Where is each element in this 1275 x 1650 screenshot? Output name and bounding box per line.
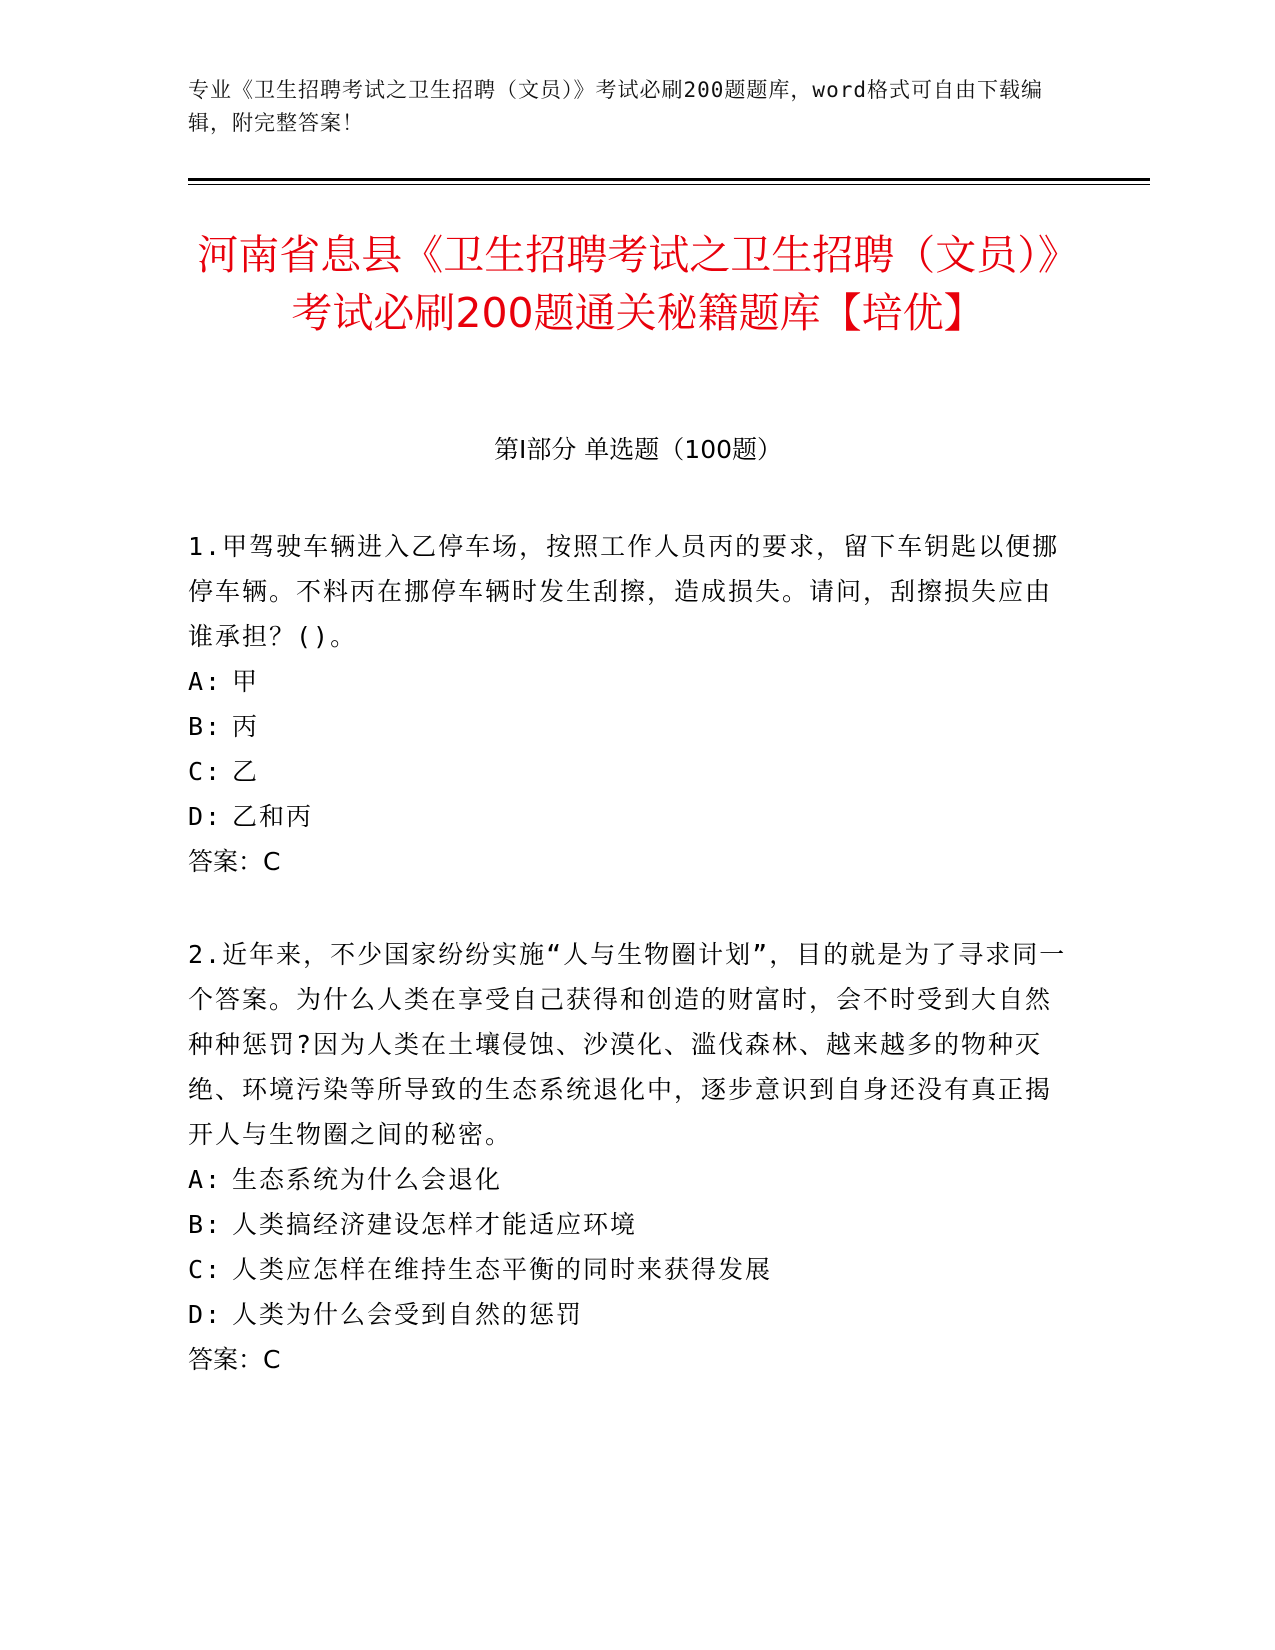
option-text: 人类为什么会受到自然的惩罚	[232, 1300, 584, 1329]
option-a	[188, 1157, 1078, 1202]
header-rule-thick	[188, 178, 1150, 181]
option-a	[188, 659, 1078, 704]
answer-line: 答案：C	[188, 847, 281, 876]
option-b	[188, 704, 1078, 749]
option-text: 人类搞经济建设怎样才能适应环境	[232, 1210, 638, 1239]
option-b	[188, 1202, 1078, 1247]
option-text: 丙	[232, 712, 260, 741]
question-stem: 2.近年来，不少国家纷纷实施“人与生物圈计划”，目的就是为了寻求同一个答案。为什么人类在享受自己获得和创造的财富时，会不时受到大自然种种惩罚?因为人类在土壤侵蚀、沙漠化、滥伐森林、越来越多的物种灭绝、环境污染等所导致的生态系统退化中，逐步意识到自身还没有真正揭开人与生物圈之间的秘密。	[188, 940, 1067, 1149]
question-2	[188, 932, 1078, 1382]
option-letter: A:	[188, 1165, 223, 1194]
option-text: 乙	[232, 757, 260, 786]
option-letter: C:	[188, 1255, 223, 1284]
header-rule-thin	[188, 184, 1150, 185]
option-c	[188, 749, 1078, 794]
section-title: 第I部分 单选题（100题）	[493, 435, 783, 464]
option-letter: D:	[188, 1300, 223, 1329]
option-letter: D:	[188, 802, 223, 831]
option-d	[188, 1292, 1078, 1337]
document-title: 河南省息县《卫生招聘考试之卫生招聘（文员）》考试必刷200题通关秘籍题库【培优】	[197, 231, 1079, 337]
answer-line: 答案：C	[188, 1345, 281, 1374]
option-letter: B:	[188, 712, 223, 741]
question-1	[188, 524, 1078, 884]
option-letter: C:	[188, 757, 223, 786]
option-text: 生态系统为什么会退化	[232, 1165, 503, 1194]
option-d	[188, 794, 1078, 839]
option-letter: B:	[188, 1210, 223, 1239]
option-letter: A:	[188, 667, 223, 696]
header-note: 专业《卫生招聘考试之卫生招聘（文员）》考试必刷200题题库，word格式可自由下载编辑，附完整答案！	[188, 78, 1043, 135]
option-c	[188, 1247, 1078, 1292]
question-stem: 1.甲驾驶车辆进入乙停车场，按照工作人员丙的要求，留下车钥匙以便挪停车辆。不料丙在挪停车辆时发生刮擦，造成损失。请问，刮擦损失应由谁承担？()。	[188, 532, 1060, 651]
option-text: 甲	[232, 667, 260, 696]
option-text: 人类应怎样在维持生态平衡的同时来获得发展	[232, 1255, 773, 1284]
option-text: 乙和丙	[232, 802, 314, 831]
